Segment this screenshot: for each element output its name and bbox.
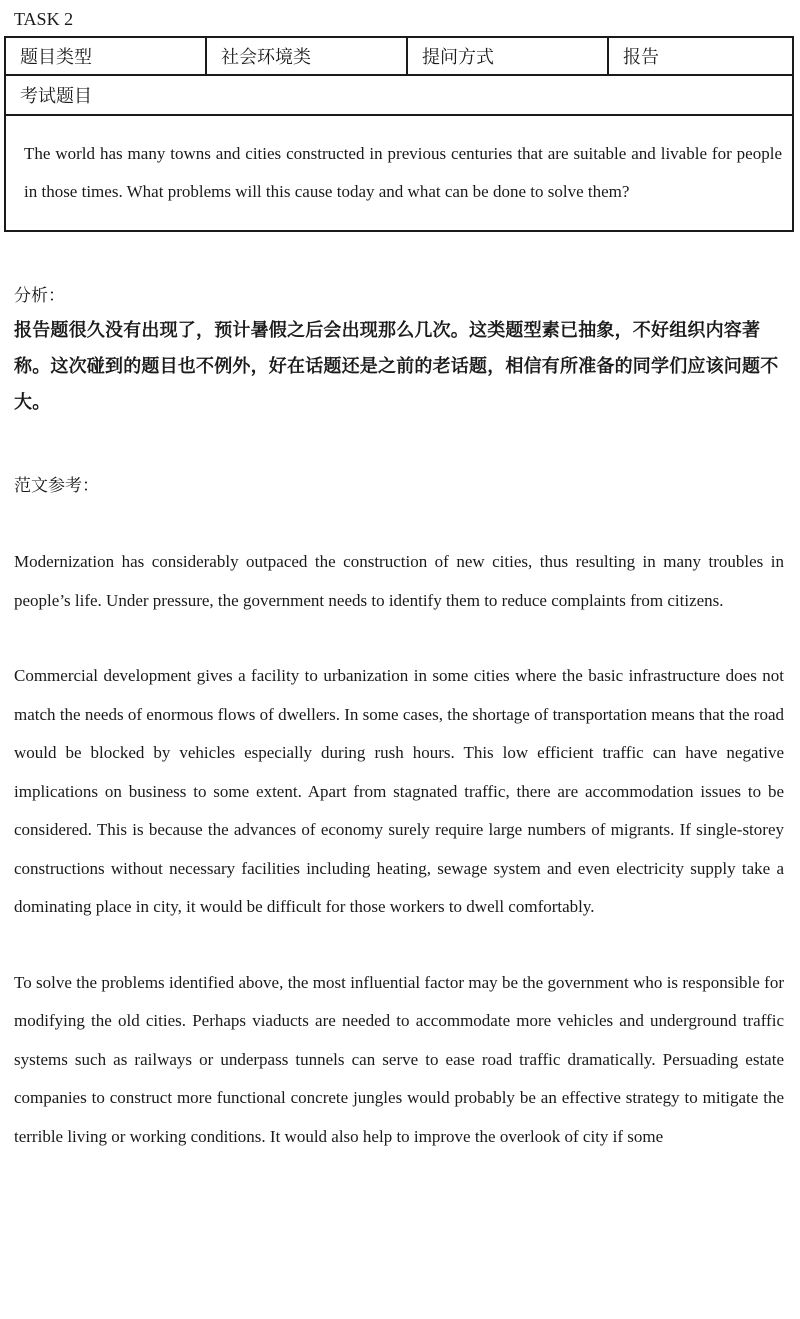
essay-paragraph-solutions: To solve the problems identified above, the most influential factor may be the government who is responsible for modifying the old cities. Perhaps viaducts are needed to accommodate more vehicles and underground traffic systems such as railways or underpass tunnels can serve to ease road traffic dramatically. Persuading estate companies to construct more functional concrete jungles would probably be an effective strategy to mitigate the terrible living or working conditions. It would also help to improve the overlook of city if some <box>14 972 784 1146</box>
analysis-body: 报告题很久没有出现了，预计暑假之后会出现那么几次。这类题型素已抽象，不好组织内容著称。这次碰到的题目也不例外，好在话题还是之前的老话题，相信有所准备的同学们应该问题不大。 <box>14 320 779 413</box>
paragraph-spacer <box>14 620 784 657</box>
question-style-label: 提问方式 <box>407 37 608 75</box>
question-type-label: 题目类型 <box>5 37 206 75</box>
task-label: TASK 2 <box>14 9 74 29</box>
analysis-heading: 分析： <box>14 286 65 306</box>
task-info-table <box>4 36 794 232</box>
essay-paragraph-intro: Modernization has considerably outpaced the construction of new cities, thus resulting in many troubles in people’s life. Under pressure, the government needs to identify them to reduce complaints from citizens. <box>14 552 784 610</box>
question-style-value: 报告 <box>608 37 793 75</box>
question-type-value: 社会环境类 <box>206 37 407 75</box>
exam-question-header-row <box>5 75 793 115</box>
exam-question-text-row <box>5 115 793 231</box>
sample-essay-heading: 范文参考： <box>14 476 99 496</box>
essay-paragraph-problems: Commercial development gives a facility to urbanization in some cities where the basic infrastructure does not match the needs of enormous flows of dwellers. In some cases, the shortage of transportation means that the road would be blocked by vehicles especially during rush hours. This low efficient traffic can have negative implications on business to some extent. Apart from stagnated traffic, there are accommodation issues to be considered. This is because the advances of economy surely require large numbers of migrants. If single-storey constructions without necessary facilities including heating, sewage system and even electricity supply take a dominating place in city, it would be difficult for those workers to dwell comfortably. <box>14 666 784 916</box>
task-info-row <box>5 37 793 75</box>
sample-essay <box>14 543 784 1156</box>
exam-question-label: 考试题目 <box>5 75 793 115</box>
exam-question-text: The world has many towns and cities constructed in previous centuries that are suitable and livable for people in those times. What problems will this cause today and what can be done to solve them? <box>5 115 793 231</box>
paragraph-spacer <box>14 927 784 964</box>
